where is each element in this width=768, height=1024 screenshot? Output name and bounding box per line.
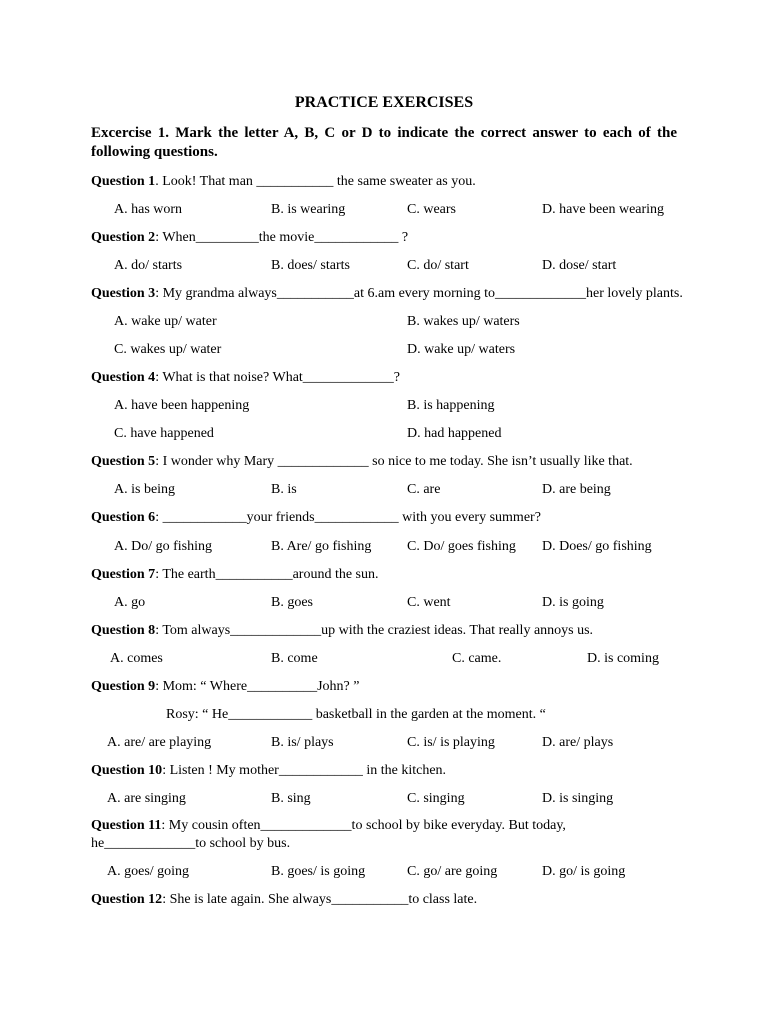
- question-11: [91, 817, 679, 853]
- option-b: B. wakes up/ waters: [407, 314, 520, 329]
- option-d: D. go/ is going: [542, 864, 626, 879]
- option-a: A. has worn: [114, 202, 183, 217]
- option-c: C. wears: [407, 202, 456, 217]
- option-a: A. do/ starts: [114, 258, 183, 273]
- option-b: B. sing: [271, 791, 311, 806]
- question-text: : Tom always_____________up with the craziest ideas. That really annoys us.: [155, 623, 594, 638]
- option-b: B. is/ plays: [271, 735, 334, 750]
- option-b: B. is wearing: [271, 202, 346, 217]
- question-label: Question 7: [91, 567, 156, 582]
- question-label: Question 1: [91, 174, 156, 189]
- option-d: D. are/ plays: [542, 735, 614, 750]
- option-c: C. Do/ goes fishing: [407, 539, 516, 554]
- question-text: : My grandma always___________at 6.am every morning to_____________her lovely plants.: [155, 286, 683, 301]
- question-label: Question 10: [91, 763, 163, 778]
- option-d: D. dose/ start: [542, 258, 617, 273]
- option-a: A. are singing: [107, 791, 186, 806]
- question-12: [91, 891, 681, 909]
- option-d: D. is coming: [587, 651, 659, 666]
- option-a: A. comes: [110, 651, 163, 666]
- option-b: B. is: [271, 482, 297, 497]
- question-label: Question 6: [91, 510, 156, 525]
- question-2: [91, 229, 681, 247]
- question-label: Question 5: [91, 454, 156, 469]
- question-label: Question 11: [91, 818, 162, 833]
- option-b: B. does/ starts: [271, 258, 350, 273]
- option-d: D. are being: [542, 482, 611, 497]
- option-b: B. come: [271, 651, 318, 666]
- option-d: D. had happened: [407, 426, 502, 441]
- question-label: Question 4: [91, 370, 156, 385]
- question-1: [91, 173, 681, 191]
- option-a: A. are/ are playing: [107, 735, 212, 750]
- question-label: Question 2: [91, 230, 156, 245]
- option-a: A. is being: [114, 482, 176, 497]
- option-c: C. do/ start: [407, 258, 469, 273]
- exercise-instruction: Excercise 1. Mark the letter A, B, C or D to indicate the correct answer to each of the following questions.: [91, 125, 677, 160]
- option-d: D. wake up/ waters: [407, 342, 516, 357]
- question-text: . Look! That man ___________ the same sweater as you.: [155, 174, 476, 189]
- question-3: [91, 285, 681, 303]
- question-text: : When_________the movie____________ ?: [155, 230, 409, 245]
- question-text: : Listen ! My mother____________ in the kitchen.: [162, 763, 447, 778]
- question-text: : ____________your friends____________ with you every summer?: [155, 510, 541, 525]
- question-text: : She is late again. She always___________to class late.: [162, 892, 478, 907]
- question-8: [91, 622, 681, 640]
- option-a: A. wake up/ water: [114, 314, 217, 329]
- option-d: D. have been wearing: [542, 202, 665, 217]
- page-title: PRACTICE EXERCISES: [294, 94, 474, 111]
- question-text: : My cousin often_____________to school by bike everyday. But today, he_____________to school by bus.: [91, 818, 566, 851]
- question-10: [91, 762, 681, 780]
- option-c: C. came.: [452, 651, 502, 666]
- option-d: D. is singing: [542, 791, 614, 806]
- question-label: Question 8: [91, 623, 156, 638]
- option-c: C. singing: [407, 791, 465, 806]
- question-label: Question 9: [91, 679, 156, 694]
- option-b: B. goes/ is going: [271, 864, 366, 879]
- question-text: : Mom: “ Where__________John? ”: [155, 679, 360, 694]
- question-4: [91, 369, 681, 387]
- option-a: A. goes/ going: [107, 864, 190, 879]
- question-label: Question 3: [91, 286, 156, 301]
- option-c: C. are: [407, 482, 441, 497]
- option-c: C. is/ is playing: [407, 735, 495, 750]
- option-c: C. wakes up/ water: [114, 342, 222, 357]
- option-a: A. go: [114, 595, 146, 610]
- option-c: C. go/ are going: [407, 864, 498, 879]
- option-d: D. is going: [542, 595, 604, 610]
- question-9: [91, 678, 681, 696]
- question-5: [91, 453, 681, 471]
- question-label: Question 12: [91, 892, 163, 907]
- option-a: A. have been happening: [114, 398, 250, 413]
- option-b: B. Are/ go fishing: [271, 539, 372, 554]
- question-text: : The earth___________around the sun.: [155, 567, 379, 582]
- option-c: C. have happened: [114, 426, 214, 441]
- option-b: B. is happening: [407, 398, 495, 413]
- question-text: : What is that noise? What_____________?: [155, 370, 401, 385]
- option-a: A. Do/ go fishing: [114, 539, 212, 554]
- question-6: [91, 509, 681, 527]
- option-b: B. goes: [271, 595, 313, 610]
- question-text: : I wonder why Mary _____________ so nice to me today. She isn’t usually like that.: [155, 454, 633, 469]
- option-d: D. Does/ go fishing: [542, 539, 652, 554]
- option-c: C. went: [407, 595, 451, 610]
- question-7: [91, 566, 681, 584]
- question-9-second-line: Rosy: “ He____________ basketball in the garden at the moment. “: [166, 707, 546, 722]
